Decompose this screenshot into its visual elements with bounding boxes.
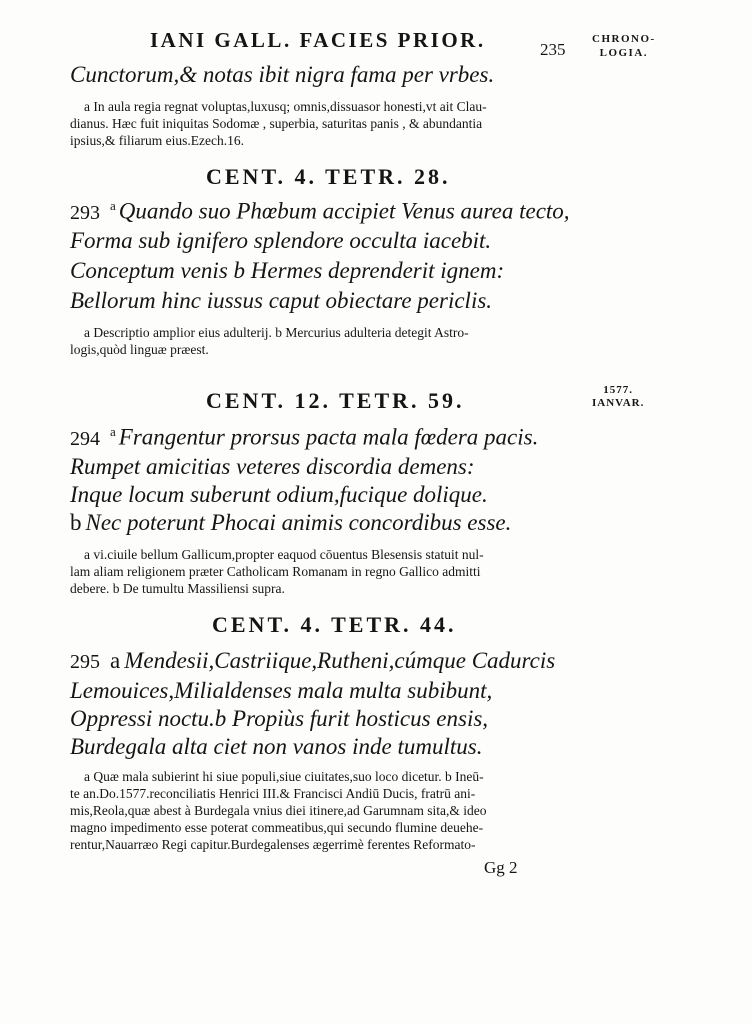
margin-date-line: IANVAR. [592, 397, 645, 409]
quatrain-number: 293 [70, 201, 100, 224]
note-line: lam aliam religionem præter Catholicam Romanam in regno Gallico admitti [70, 564, 481, 579]
verse-line: Rumpet amicitias veteres discordia demens: [70, 454, 475, 479]
section-note [70, 324, 469, 358]
note-line: mis,Reola,quæ abest à Burdegala vnius diei itinere,ad Garumnam sita,& ideo [70, 803, 487, 818]
section-heading: CENT. 4. TETR. 44. [212, 612, 457, 637]
note-line: logis,quòd linguæ præest. [70, 342, 209, 357]
verse-line [70, 510, 511, 536]
margin-heading-line: LOGIA. [599, 47, 649, 59]
note-line: magno impedimento esse poterat commeatibus,qui secundo flumine deuehe- [70, 820, 484, 835]
note-line: a Quæ mala subierint hi siue populi,siue ciuitates,suo loco dicetur. b Ineū- [84, 769, 484, 784]
note-line: a Descriptio amplior eius adulterij. b Mercurius adulteria detegit Astro- [84, 325, 469, 340]
verse-line: Burdegala alta ciet non vanos inde tumultus. [70, 734, 483, 759]
signature-mark: Gg 2 [484, 858, 518, 877]
quatrain-number: 295 [70, 651, 100, 673]
note-line: ipsius,& filiarum eius.Ezech.16. [70, 133, 244, 148]
section-note [70, 546, 484, 597]
verse-line: Bellorum hinc iussus caput obiectare periclis. [70, 288, 493, 313]
verse-line: Oppressi noctu.b Propiùs furit hosticus ensis, [70, 706, 489, 731]
verse-line: Conceptum venis b Hermes deprenderit ignem: [70, 258, 505, 283]
verse-text: Nec poterunt Phocai animis concordibus esse. [85, 510, 512, 535]
footnote-mark: b [70, 510, 82, 535]
verse-line: Forma sub ignifero splendore occulta iacebit. [70, 228, 492, 253]
section-heading: CENT. 4. TETR. 28. [206, 164, 451, 189]
margin-date [592, 384, 644, 410]
verse-line [70, 648, 555, 674]
footnote-mark: a [110, 648, 121, 673]
verse-text: Quando suo Phœbum accipiet Venus aurea tecto, [118, 198, 570, 224]
verse-line: Inque locum suberunt odium,fucique dolique. [70, 482, 488, 507]
verse-text: Mendesii,Castriique,Rutheni,cúmque Cadurcis [124, 648, 556, 673]
note-line: dianus. Hæc fuit iniquitas Sodomæ , superbia, saturitas panis , & abundantia [70, 116, 483, 131]
margin-heading-line: CHRONO- [592, 33, 656, 45]
footnote-mark: a [110, 424, 116, 439]
verse-text: Frangentur prorsus pacta mala fœdera pacis. [118, 424, 539, 450]
footnote-mark: a [110, 198, 116, 213]
margin-heading [592, 32, 656, 60]
page-number: 235 [540, 40, 566, 59]
margin-date-line: 1577. [603, 384, 634, 396]
note-line: a vi.ciuile bellum Gallicum,propter eaquod cōuentus Blesensis statuit nul- [84, 547, 484, 562]
verse-line: Lemouices,Milialdenses mala multa subibunt, [70, 678, 493, 703]
verse-line [70, 198, 570, 225]
intro-verse: Cunctorum,& notas ibit nigra fama per vrbes. [70, 62, 495, 87]
note-line: debere. b De tumultu Massiliensi supra. [70, 581, 285, 596]
note-line: rentur,Nauarræo Regi capitur.Burdegalenses ægerrimè ferentes Reformato- [70, 837, 476, 852]
running-head: IANI GALL. FACIES PRIOR. [150, 28, 486, 52]
note-line: te an.Do.1577.reconciliatis Henrici III.& Francisci Andiū Ducis, fratrū ani- [70, 786, 476, 801]
verse-line [70, 424, 538, 451]
intro-note [70, 98, 487, 149]
section-heading: CENT. 12. TETR. 59. [206, 388, 465, 413]
section-note [70, 768, 487, 853]
quatrain-number: 294 [70, 427, 100, 450]
note-line: a In aula regia regnat voluptas,luxusq; omnis,dissuasor honesti,vt ait Clau- [84, 99, 487, 114]
